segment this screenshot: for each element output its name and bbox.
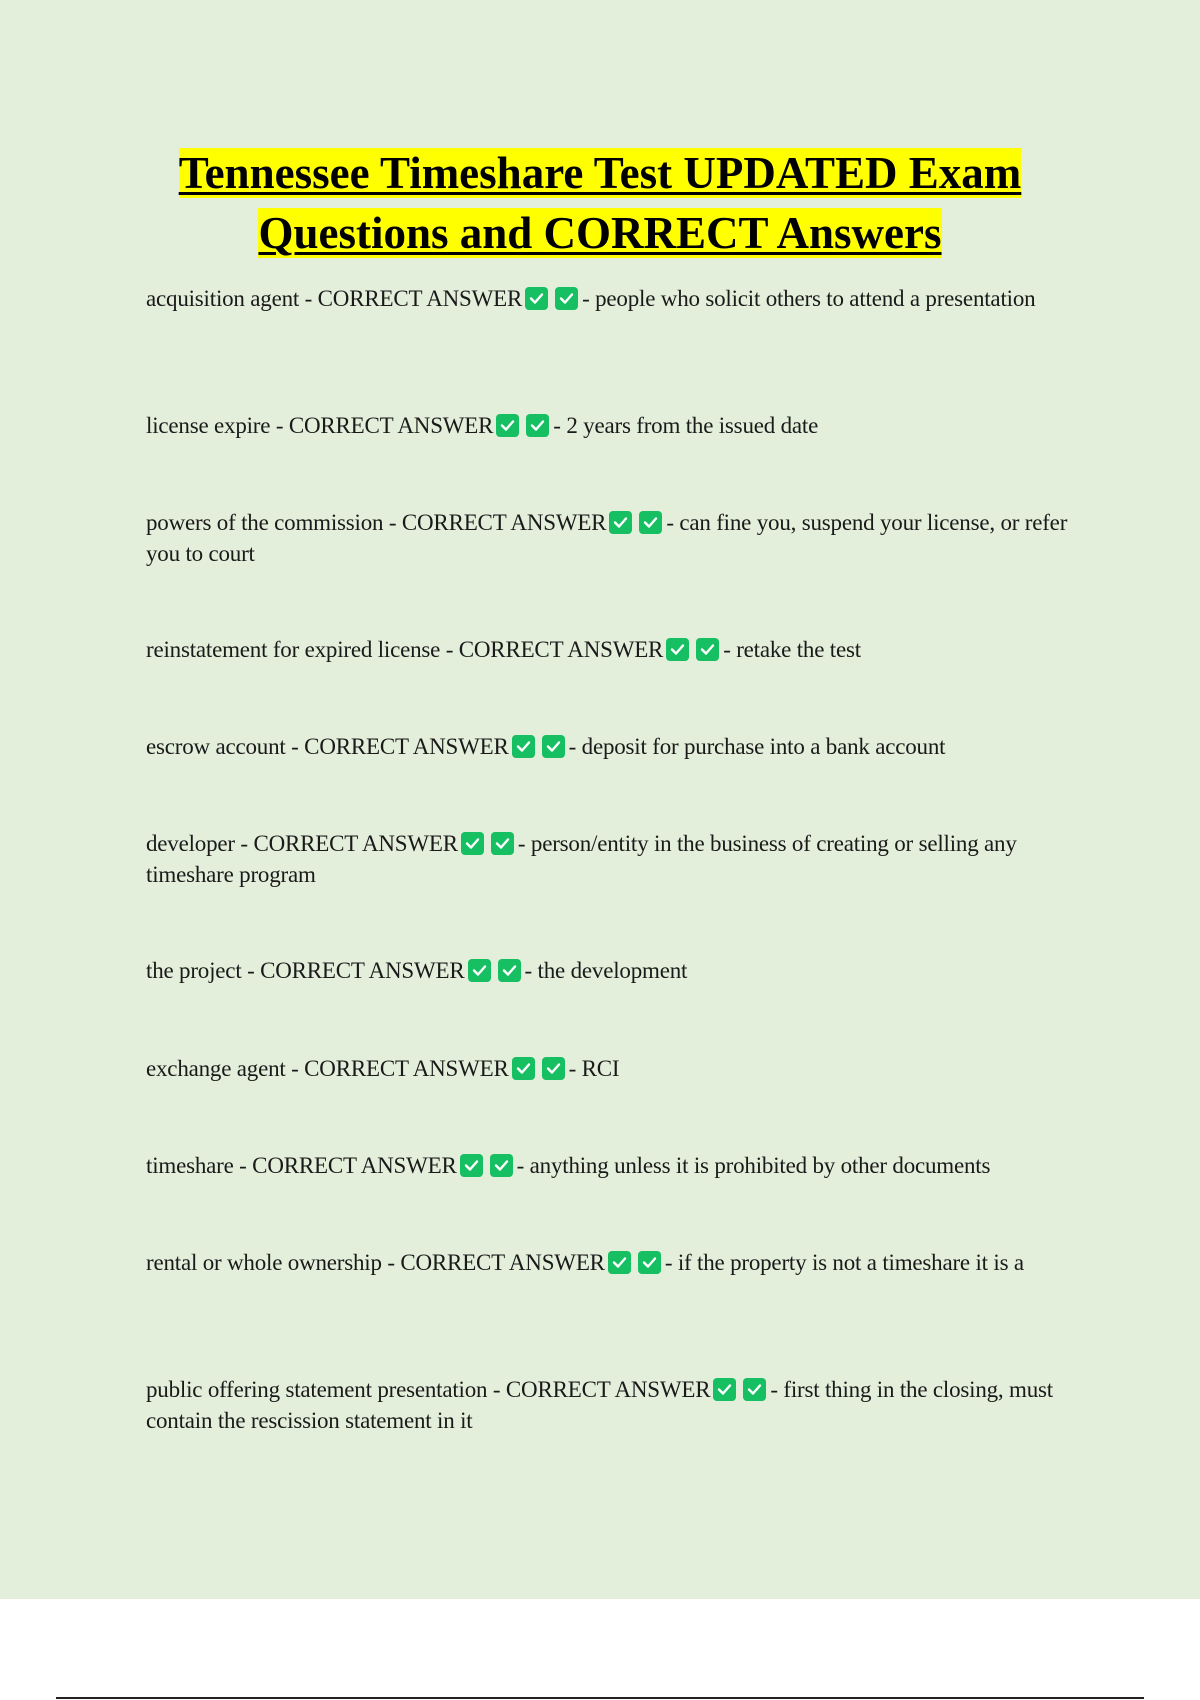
qa-entry: exchange agent - CORRECT ANSWER - RCI <box>146 1056 620 1081</box>
entry-marker: CORRECT ANSWER <box>288 413 494 438</box>
entry-answer: people who solicit others to attend a presentation <box>595 286 1036 311</box>
entry-answer: RCI <box>581 1056 620 1081</box>
entry-term: reinstatement for expired license <box>146 637 441 662</box>
entry-marker: CORRECT ANSWER <box>304 1056 509 1081</box>
title-line-1: Tennessee Timeshare Test UPDATED Exam <box>178 148 1022 198</box>
qa-entry: reinstatement for expired license - CORRECT ANSWER - retake the test <box>146 637 861 662</box>
qa-entry: powers of the commission - CORRECT ANSWER - can fine you, suspend your license, or refer you to court <box>146 510 1068 566</box>
qa-entry: timeshare - CORRECT ANSWER - anything unless it is prohibited by other documents <box>146 1153 991 1178</box>
check-box-icon <box>461 832 484 855</box>
check-box-icon <box>609 511 632 534</box>
entry-answer: first thing in the closing, must contain the rescission statement in it <box>146 1377 1053 1433</box>
page-title <box>100 143 1100 263</box>
entry-marker: CORRECT ANSWER <box>401 510 607 535</box>
check-box-icon <box>512 735 535 758</box>
title-line-2: Questions and CORRECT Answers <box>258 208 942 258</box>
check-box-icon <box>512 1057 535 1080</box>
check-box-icon <box>491 832 514 855</box>
check-box-icon <box>542 735 565 758</box>
qa-entry: rental or whole ownership - CORRECT ANSWER - if the property is not a timeshare it is a <box>146 1250 1024 1275</box>
entry-marker: CORRECT ANSWER <box>458 637 664 662</box>
check-box-icon <box>460 1154 483 1177</box>
check-box-icon <box>608 1251 631 1274</box>
check-box-icon <box>525 287 548 310</box>
check-box-icon <box>743 1378 766 1401</box>
check-box-icon <box>639 511 662 534</box>
qa-entry: developer - CORRECT ANSWER - person/entity in the business of creating or selling any timeshare program <box>146 831 1017 887</box>
entry-answer: 2 years from the issued date <box>566 413 819 438</box>
check-box-icon <box>468 959 491 982</box>
entry-answer: the development <box>537 958 688 983</box>
qa-entry: escrow account - CORRECT ANSWER - deposit for purchase into a bank account <box>146 734 946 759</box>
entry-marker: CORRECT ANSWER <box>260 958 465 983</box>
check-box-icon <box>490 1154 513 1177</box>
entry-term: timeshare <box>146 1153 234 1178</box>
check-box-icon <box>696 638 719 661</box>
entry-marker: CORRECT ANSWER <box>252 1153 457 1178</box>
qa-entry: license expire - CORRECT ANSWER - 2 years from the issued date <box>146 413 819 438</box>
entry-term: developer <box>146 831 235 856</box>
check-box-icon <box>666 638 689 661</box>
entry-answer: retake the test <box>736 637 861 662</box>
entry-term: escrow account <box>146 734 286 759</box>
bottom-divider <box>56 1697 1144 1699</box>
entry-marker: CORRECT ANSWER <box>505 1377 711 1402</box>
qa-entry: public offering statement presentation - CORRECT ANSWER - first thing in the closing, must contain the rescission statement in it <box>146 1377 1053 1433</box>
qa-entry: the project - CORRECT ANSWER - the development <box>146 958 688 983</box>
check-box-icon <box>542 1057 565 1080</box>
entry-term: license expire <box>146 413 271 438</box>
check-box-icon <box>496 414 519 437</box>
entry-answer: if the property is not a timeshare it is a <box>677 1250 1024 1275</box>
check-box-icon <box>555 287 578 310</box>
check-box-icon <box>638 1251 661 1274</box>
entry-answer: anything unless it is prohibited by other documents <box>529 1153 991 1178</box>
check-box-icon <box>498 959 521 982</box>
entry-answer: person/entity in the business of creating or selling any timeshare program <box>146 831 1017 887</box>
check-box-icon <box>713 1378 736 1401</box>
qa-entry: acquisition agent - CORRECT ANSWER - people who solicit others to attend a presentation <box>146 286 1036 311</box>
entry-term: acquisition agent <box>146 286 300 311</box>
entry-marker: CORRECT ANSWER <box>317 286 523 311</box>
entry-term: exchange agent <box>146 1056 286 1081</box>
entry-answer: can fine you, suspend your license, or refer you to court <box>146 510 1068 566</box>
entry-marker: CORRECT ANSWER <box>304 734 509 759</box>
entry-term: powers of the commission <box>146 510 384 535</box>
entry-marker: CORRECT ANSWER <box>400 1250 605 1275</box>
entry-answer: deposit for purchase into a bank account <box>581 734 946 759</box>
entry-term: public offering statement presentation <box>146 1377 488 1402</box>
entry-term: the project <box>146 958 242 983</box>
entry-marker: CORRECT ANSWER <box>253 831 458 856</box>
check-box-icon <box>526 414 549 437</box>
entry-term: rental or whole ownership <box>146 1250 382 1275</box>
